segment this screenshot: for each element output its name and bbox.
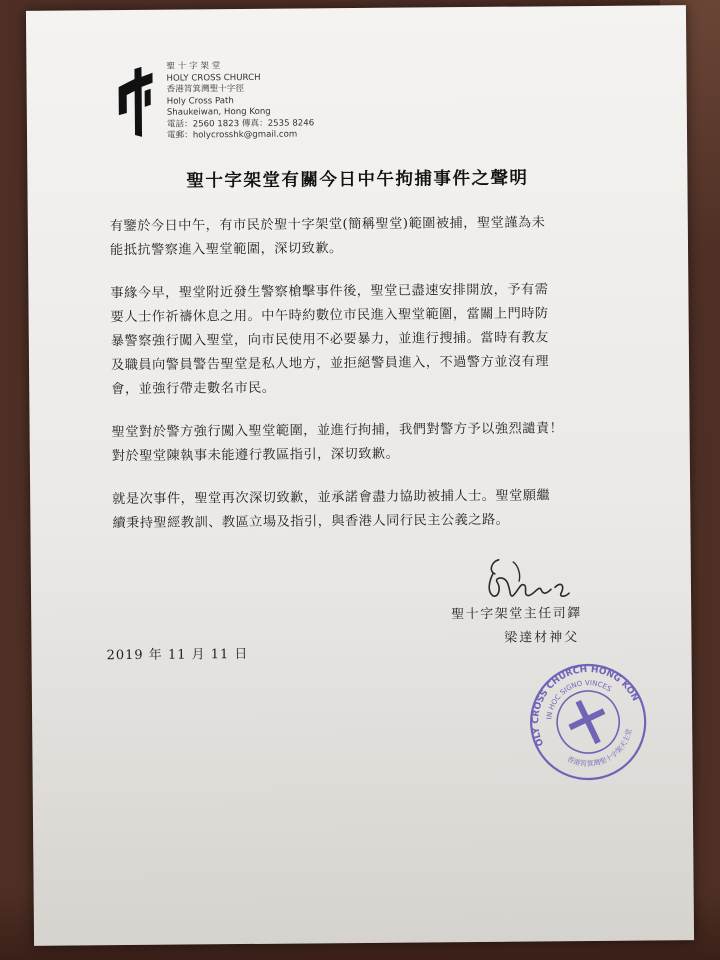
church-name-en: HOLY CROSS CHURCH: [166, 72, 261, 84]
seal-inner-text: IN HOC SIGNO VINCES: [545, 678, 613, 720]
statement-title: 聖十字架堂有關今日中午拘捕事件之聲明: [186, 168, 529, 192]
paragraph-line: 會，並強行帶走數名市民。: [111, 380, 276, 398]
svg-text:香港筲箕灣聖十字架天主堂: [563, 725, 642, 780]
letter-paper: [26, 5, 694, 946]
email: 電郵：holycrosshk@gmail.com: [166, 129, 298, 141]
seal-cross-icon: [561, 693, 615, 751]
paragraph-line: 暴警察強行闖入聖堂，向市民使用不必要暴力，並進行搜捕。當時有教友: [110, 330, 549, 350]
paragraph-line: 要人士作祈禱休息之用。中午時約數位市民進入聖堂範圍，當關上門時防: [110, 306, 549, 326]
church-name-zh: 聖 十 字 架 堂: [166, 61, 221, 72]
paragraph: [112, 484, 632, 537]
paragraph-line: 及職員向警員警告聖堂是私人地方，並拒絕警員進入，不過警方並沒有理: [110, 354, 550, 374]
paragraph-line: 對於聖堂陳執事未能遵行教區指引，深切致歉。: [111, 446, 400, 465]
paragraph: [110, 211, 630, 264]
church-seal-stamp: [527, 660, 650, 783]
signatory-role: 聖十字架堂主任司鐸: [451, 606, 582, 623]
paragraph-line: 事緣今早，聖堂附近發生警察槍擊事件後，聖堂已盡速安排開放，予有需: [110, 282, 549, 302]
letter-date: 2019 年 11 月 11 日: [106, 646, 249, 664]
signatory-name: 梁達材神父: [504, 630, 580, 646]
paragraph: [110, 278, 631, 403]
paragraph: [112, 417, 632, 470]
signatory-block: [451, 602, 582, 651]
address-zh: 香港筲箕灣聖十字徑: [166, 83, 245, 95]
seal-outer-text: HOLY CROSS CHURCH HONG KONG: [531, 664, 641, 748]
paragraph-line: 續秉持聖經教訓、教區立場及指引，與香港人同行民主公義之路。: [112, 512, 510, 532]
paragraph-line: 聖堂對於警方強行闖入聖堂範圍，並進行拘捕，我們對警方予以強烈譴責！: [111, 421, 564, 441]
address-en-line1: Holy Cross Path: [166, 95, 234, 107]
address-en-line2: Shaukeiwan, Hong Kong: [166, 106, 271, 118]
letterhead: [166, 60, 314, 142]
church-cross-logo: [114, 65, 157, 139]
paragraph-line: 能抵抗警察進入聖堂範圍，深切致歉。: [109, 241, 343, 259]
phone-fax: 電話：2560 1823 傳真：2535 8246: [166, 117, 315, 130]
paragraph-line: 有鑒於今日中午，有市民於聖十字架堂(簡稱聖堂)範圍被捕，聖堂謹為未: [109, 215, 546, 235]
statement-body: [110, 211, 633, 556]
seal-bottom-text: 香港筲箕灣聖十字架天主堂: [565, 727, 634, 769]
paragraph-line: 就是次事件，聖堂再次深切致歉，並承諾會盡力協助被捕人士。聖堂願繼: [112, 488, 551, 508]
